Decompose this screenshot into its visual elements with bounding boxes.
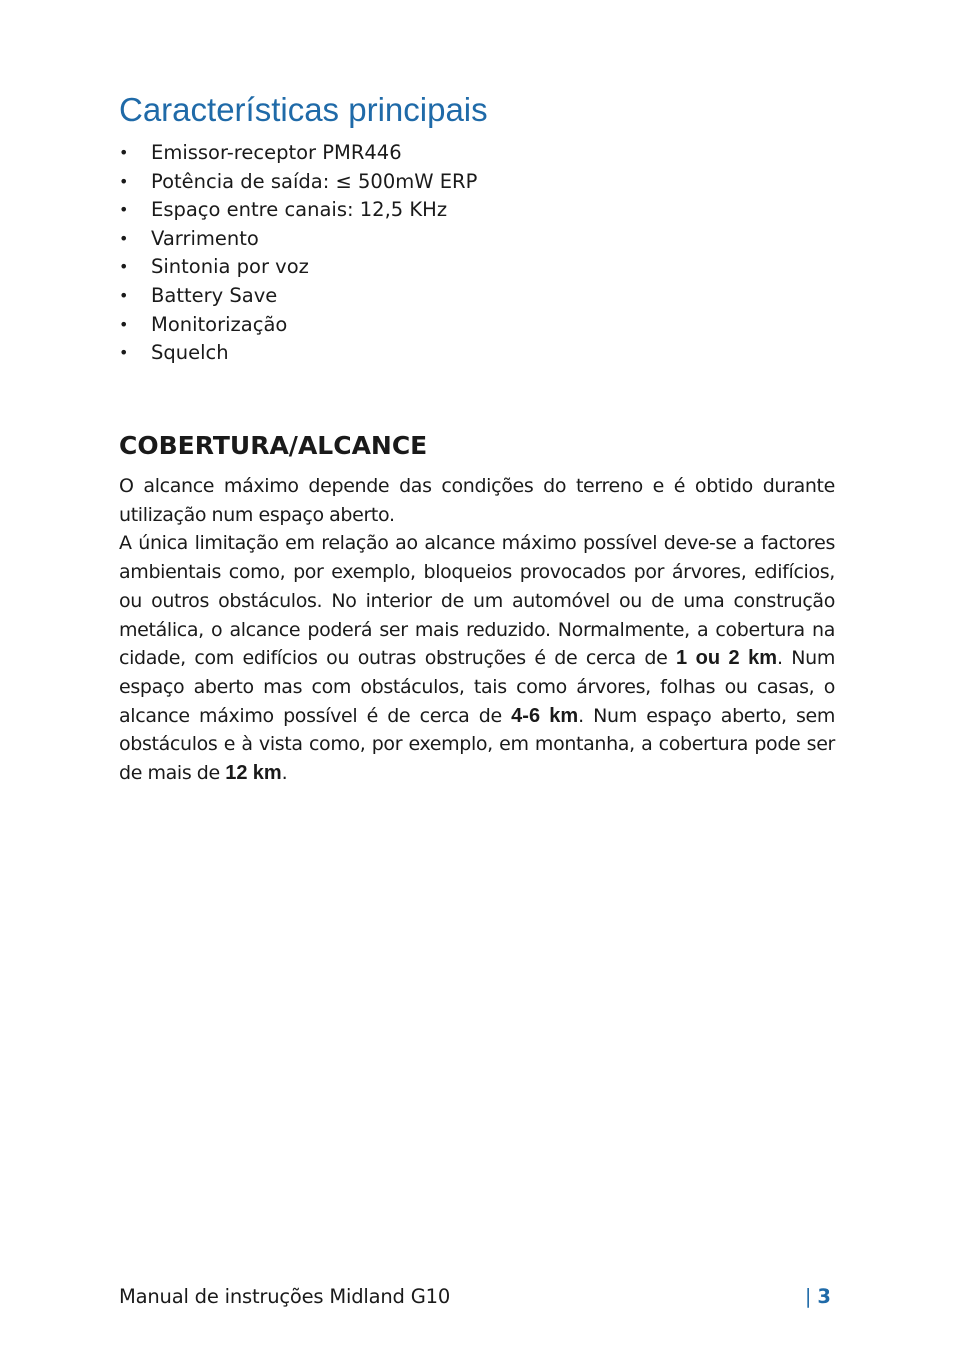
list-item [119, 282, 477, 311]
coverage-paragraph-1: O alcance máximo depende das condições do terreno e é obtido durante utilização num espaço aberto. [119, 475, 835, 526]
coverage-body [119, 472, 835, 788]
list-item [119, 225, 477, 254]
section-heading: COBERTURA/ALCANCE [119, 431, 428, 460]
list-item-text: Monitorização [151, 312, 288, 336]
bullet: • [119, 228, 129, 248]
bullet: • [119, 257, 129, 277]
footer-manual-title: Manual de instruções Midland G10 [119, 1285, 451, 1308]
footer-page-number [805, 1283, 831, 1311]
list-item [119, 339, 477, 368]
bullet: • [119, 200, 129, 220]
range-open: 12 km [225, 762, 282, 785]
coverage-paragraph-2 [119, 529, 835, 787]
bullet: • [119, 143, 129, 162]
list-item-text: Squelch [151, 341, 229, 365]
text-run: . Num espaço aberto, sem obstáculos e à vista como, por exemplo, em montanha, a cobertura pode ser de mais de [119, 704, 836, 785]
list-item [119, 168, 477, 197]
text-run: . [281, 762, 288, 785]
list-item [119, 139, 477, 168]
list-item [119, 253, 477, 282]
page-title: Características principais [119, 91, 488, 128]
list-item-text: Sintonia por voz [151, 255, 309, 279]
bullet: • [119, 171, 129, 191]
list-item-text: Emissor-receptor PMR446 [151, 141, 402, 164]
range-obstacles: 4-6 km [511, 704, 579, 727]
list-item [119, 311, 477, 340]
bullet: • [119, 343, 129, 363]
list-item-text: Potência de saída: ≤ 500mW ERP [151, 169, 478, 193]
text-run: . Num espaço aberto mas com obstáculos, tais como árvores, folhas ou casas, o alcance máximo possível é de cerca de [119, 647, 835, 727]
page-number: 3 [817, 1285, 831, 1308]
range-city: 1 ou 2 km [676, 647, 777, 670]
bullet: • [119, 314, 129, 334]
footer-separator: | [804, 1285, 812, 1308]
list-item-text: Battery Save [151, 283, 278, 307]
list-item-text: Varrimento [151, 226, 259, 250]
features-list [119, 139, 477, 368]
text-run: A única limitação em relação ao alcance máximo possível deve-se a factores ambientais como, por exemplo, bloqueios provocados por árvores, edifícios, ou outros obstáculos. No interior de um automóvel ou de uma construção metálica, o alcance poderá ser mais reduzido. Normalmente, a cobertura na cidade, com edifícios ou outras obstruções é de cerca de [119, 532, 835, 670]
list-item-text: Espaço entre canais: 12,5 KHz [151, 198, 448, 222]
bullet: • [119, 285, 129, 305]
list-item [119, 196, 477, 225]
